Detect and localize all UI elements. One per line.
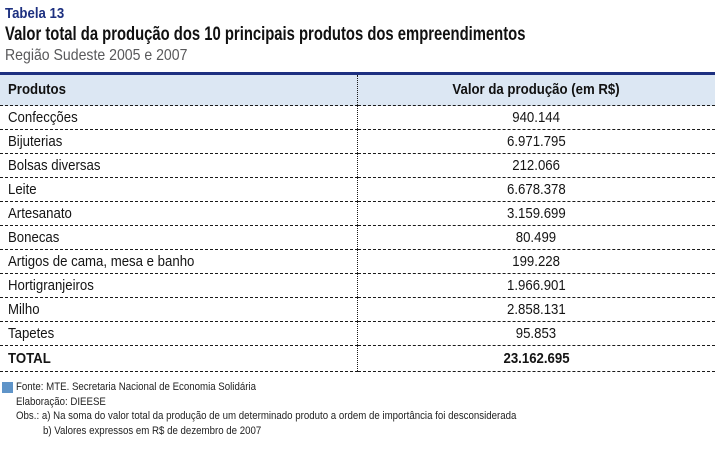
cell-produto: Leite [0,178,357,202]
cell-valor: 2.858.131 [357,298,715,322]
table-row [0,202,715,226]
cell-produto: Bonecas [0,226,357,250]
observation-a-text: Obs.: a) Na soma do valor total da produção de um determinado produto a ordem de importância foi desconsiderada [16,410,517,422]
page-title [5,24,722,46]
production-table [0,72,715,372]
cell-valor: 95.853 [357,322,715,346]
table-row [0,154,715,178]
cell-produto: Hortigranjeiros [0,274,357,298]
source-text: Fonte: MTE. Secretaria Nacional de Economia Solidária [16,381,256,393]
footnotes-block [2,380,722,438]
table-row [0,130,715,154]
table-row [0,226,715,250]
observation-b-text: b) Valores expressos em R$ de dezembro de 2007 [43,424,262,437]
table-total-row [0,346,715,372]
cell-valor: 6.971.795 [357,130,715,154]
page-subtitle [5,47,722,65]
cell-produto: Bolsas diversas [0,154,357,178]
observation-b-line [2,424,722,439]
table-row [0,250,715,274]
table-header-row [0,74,715,106]
table-row [0,178,715,202]
table-body [0,106,715,372]
cell-valor: 6.678.378 [357,178,715,202]
cell-valor: 940.144 [357,106,715,130]
table-row [0,322,715,346]
table-row [0,274,715,298]
cell-produto: Tapetes [0,322,357,346]
cell-valor: 199.228 [357,250,715,274]
cell-valor: 1.966.901 [357,274,715,298]
table-header [0,74,715,106]
total-label-cell: TOTAL [0,346,357,372]
page-subtitle-text: Região Sudeste 2005 e 2007 [5,47,188,64]
elaboration-line [2,395,722,410]
table-heading-block [0,0,722,65]
table-row [0,298,715,322]
cell-valor: 80.499 [357,226,715,250]
source-marker-icon [2,382,13,393]
source-line [2,380,722,395]
cell-produto: Artigos de cama, mesa e banho [0,250,357,274]
page-title-text: Valor total da produção dos 10 principais produtos dos empreendimentos [5,24,526,45]
cell-valor: 212.066 [357,154,715,178]
total-value-cell: 23.162.695 [357,346,715,372]
cell-produto: Milho [0,298,357,322]
observation-a-line [2,409,722,424]
table-number-label [5,4,722,23]
table-number-text: Tabela 13 [5,5,65,22]
col-header-produtos: Produtos [0,74,357,106]
cell-produto: Artesanato [0,202,357,226]
elaboration-text: Elaboração: DIEESE [16,395,106,408]
table-row [0,106,715,130]
cell-valor: 3.159.699 [357,202,715,226]
cell-produto: Bijuterias [0,130,357,154]
cell-produto: Confecções [0,106,357,130]
col-header-valor: Valor da produção (em R$) [357,74,715,106]
